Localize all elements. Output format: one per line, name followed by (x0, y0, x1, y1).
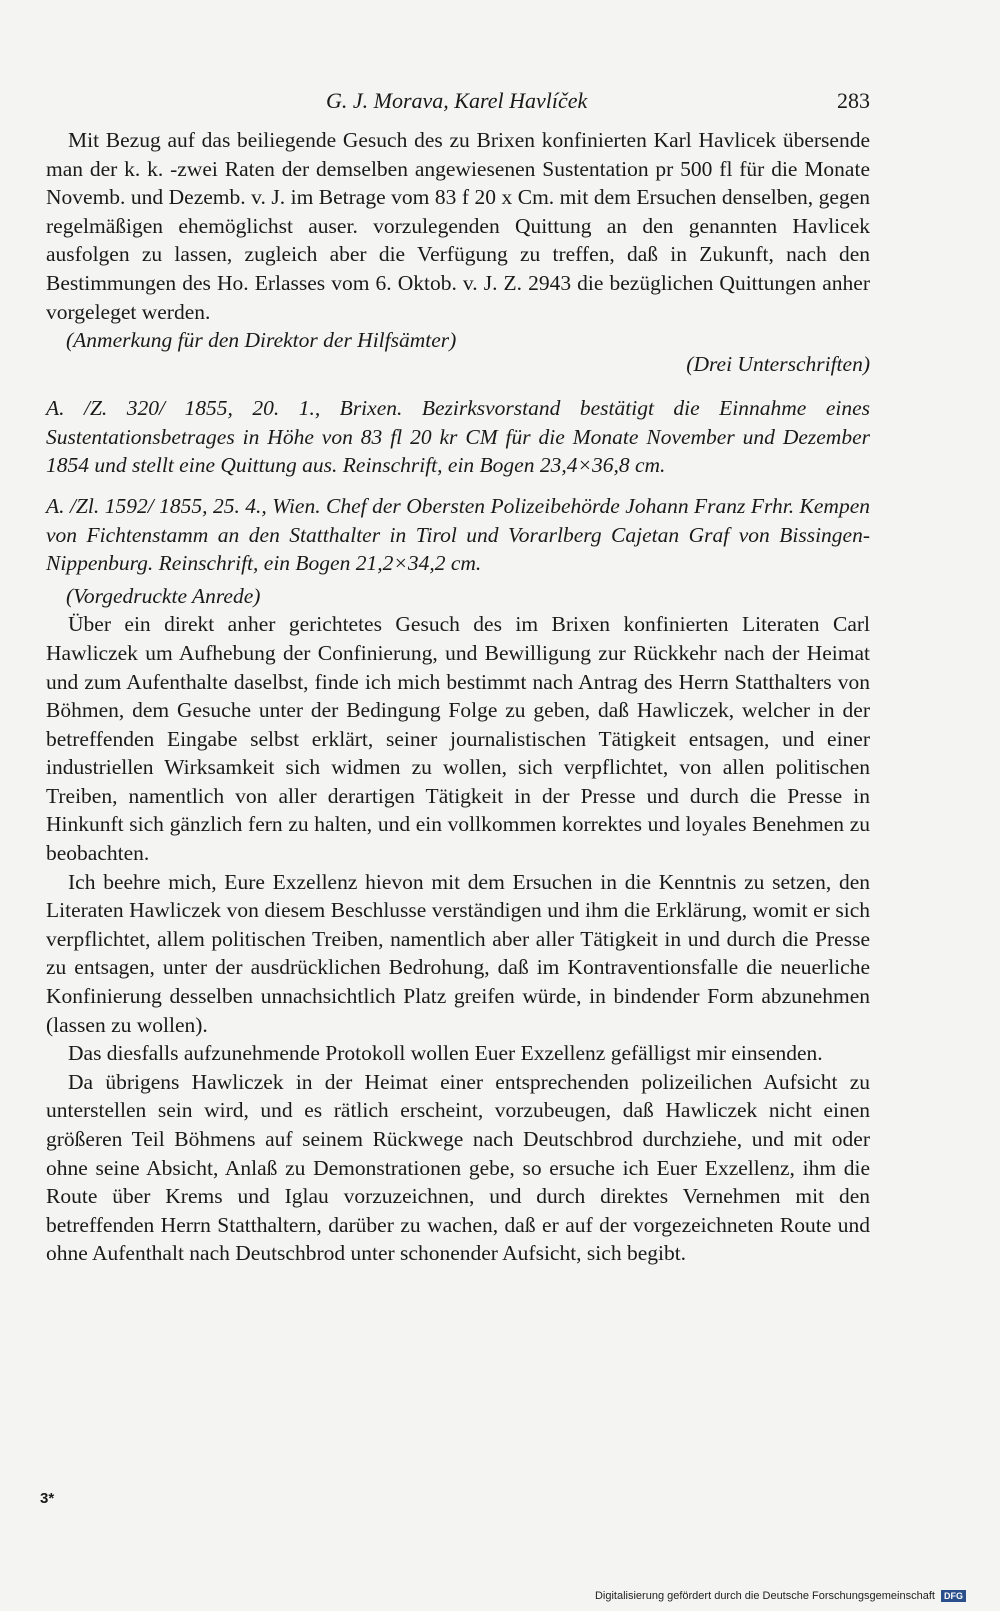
running-title: G. J. Morava, Karel Havlíček (326, 88, 588, 113)
sheet-signature: 3* (40, 1490, 55, 1507)
paragraph-2: Über ein direkt anher gerichtetes Gesuch des im Brixen konfinierten Literaten Carl Hawliczek um Aufhebung der Confinierung, und Bewilligung zur Rückkehr nach der Heimat und zum Aufenthalte daselbst, finde ich mich bestimmt nach Antrag des Herrn Statthalters von Böhmen, dem Gesuche unter der Bedingung Folge zu geben, daß Hawliczek, welcher in der betreffenden Eingabe selbst erklärt, seiner journalistischen Tätigkeit entsagen, und einer industriellen Wirksamkeit sich widmen zu wollen, sich verpflichtet, von allen politischen Treiben, namentlich von aller derartigen Tätigkeit in der Presse und durch die Presse in Hinkunft sich gänzlich fern zu halten, und ein vollkommen korrektes und loyales Benehmen zu beobachten. (46, 612, 870, 866)
paragraph-1: Mit Bezug auf das beiliegende Gesuch des zu Brixen konfinierten Karl Havlicek übersende man der k. k. -zwei Raten der demselben angewiesenen Sustentation pr 500 fl für die Monate Novemb. und Dezemb. v. J. im Betrage vom 83 f 20 x Cm. mit dem Ersuchen denselben, gegen regelmäßigen ehemöglichst auser. vorzulegenden Quittung an den genannten Havlicek ausfolgen zu lassen, zugleich aber die Verfügung zu treffen, daß in Zukunft, nach den Bestimmungen des Ho. Erlasses vom 6. Oktob. v. J. Z. 2943 die bezüglichen Quittungen anher vorgeleget werden. (46, 128, 870, 324)
page-number: 283 (837, 88, 870, 113)
paragraph-3: Ich beehre mich, Eure Exzellenz hievon mit dem Ersuchen in die Kenntnis zu setzen, den Literaten Hawliczek von diesem Beschlusse verständigen und ihm die Erklärung, womit er sich verpflichtet, allem politischen Treiben, namentlich aber aller Tätigkeit in und durch die Presse zu entsagen, unter der ausdrücklichen Bedrohung, daß im Kontraventionsfalle die neuerliche Konfinierung desselben unnachsichtlich Platz greifen würde, in bindender Form abzunehmen (lassen zu wollen). (46, 869, 870, 1037)
paragraph-5: Da übrigens Hawliczek in der Heimat einer entsprechenden polizeilichen Aufsicht zu unterstellen sein wird, und es rätlich erscheint, vorzubeugen, daß Hawliczek nicht einen größeren Teil Böhmens auf seinem Rückwege nach Deutschbrod durchziehe, und mit oder ohne seine Absicht, Anlaß zu Demonstrationen gebe, so ersuche ich Euer Exzellenz, ihm die Route über Krems und Iglau vorzuzeichnen, und durch direktes Vernehmen mit den betreffenden Herrn Statthaltern, darüber zu wachen, daß er auf der vorgezeichneten Route und ohne Aufenthalt nach Deutschbrod unter schonender Aufsicht, sich begibt. (46, 1069, 870, 1266)
running-head (46, 88, 870, 118)
note-row (46, 328, 870, 386)
paragraph-4: Das diesfalls aufzunehmende Protokoll wollen Euer Exzellenz gefälligst mir einsenden. (68, 1041, 823, 1066)
digitization-credit (595, 1590, 966, 1602)
regest-1: A. /Z. 320/ 1855, 20. 1., Brixen. Bezirksvorstand bestätigt die Einnahme eines Sustentationsbetrages in Höhe von 83 fl 20 kr CM für die Monate November und Dezember 1854 und stellt eine Quittung aus. Reinschrift, ein Bogen 23,4×36,8 cm. (46, 396, 870, 478)
document-page (46, 88, 870, 1268)
anrede-line: (Vorgedruckte Anrede) (66, 583, 261, 608)
regest-2: A. /Zl. 1592/ 1855, 25. 4., Wien. Chef der Obersten Polizeibehörde Johann Franz Frhr. Kempen von Fichtenstamm an den Statthalter in Tirol und Vorarlberg Cajetan Graf von Bissingen-Nippenburg. Reinschrift, ein Bogen 21,2×34,2 cm. (46, 493, 870, 576)
dfg-logo: DFG (941, 1590, 966, 1602)
note-left: (Anmerkung für den Direktor der Hilfsämter) (66, 328, 457, 353)
note-right: (Drei Unterschriften) (686, 352, 870, 377)
credit-text: Digitalisierung gefördert durch die Deutsche Forschungsgemeinschaft (594, 1590, 935, 1602)
